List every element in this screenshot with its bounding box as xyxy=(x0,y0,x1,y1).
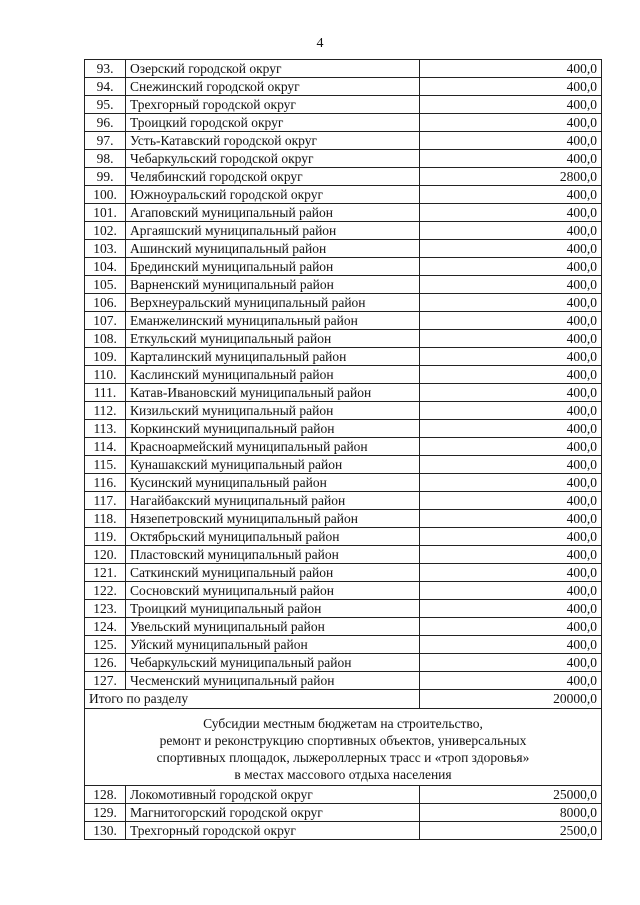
table-row xyxy=(85,438,602,456)
subsidy-table xyxy=(84,59,602,840)
municipality-name: Верхнеуральский муниципальный район xyxy=(126,294,420,312)
subsidy-amount: 400,0 xyxy=(420,330,602,348)
table-row xyxy=(85,240,602,258)
municipality-name: Троицкий городской округ xyxy=(126,114,420,132)
municipality-name: Брединский муниципальный район xyxy=(126,258,420,276)
section-title xyxy=(85,709,602,786)
municipality-name: Каслинский муниципальный район xyxy=(126,366,420,384)
municipality-name: Саткинский муниципальный район xyxy=(126,564,420,582)
row-number: 119. xyxy=(85,528,126,546)
municipality-name: Трехгорный городской округ xyxy=(126,822,420,840)
row-number: 113. xyxy=(85,420,126,438)
municipality-name: Чебаркульский муниципальный район xyxy=(126,654,420,672)
subsidy-amount: 400,0 xyxy=(420,312,602,330)
row-number: 105. xyxy=(85,276,126,294)
subsidy-amount: 400,0 xyxy=(420,438,602,456)
row-number: 112. xyxy=(85,402,126,420)
municipality-name: Пластовский муниципальный район xyxy=(126,546,420,564)
table-row xyxy=(85,672,602,690)
subsidy-amount: 400,0 xyxy=(420,132,602,150)
municipality-name: Варненский муниципальный район xyxy=(126,276,420,294)
row-number: 97. xyxy=(85,132,126,150)
total-section xyxy=(85,690,602,786)
subsidy-amount: 400,0 xyxy=(420,618,602,636)
row-number: 101. xyxy=(85,204,126,222)
row-number: 108. xyxy=(85,330,126,348)
row-number: 109. xyxy=(85,348,126,366)
row-number: 122. xyxy=(85,582,126,600)
municipality-name: Снежинский городской округ xyxy=(126,78,420,96)
table-row xyxy=(85,276,602,294)
section-title-line: в местах массового отдыха населения xyxy=(234,767,452,782)
subsidy-amount: 400,0 xyxy=(420,402,602,420)
table-row xyxy=(85,786,602,804)
subsidy-amount: 400,0 xyxy=(420,186,602,204)
subsidy-amount: 400,0 xyxy=(420,78,602,96)
total-amount: 20000,0 xyxy=(420,690,602,709)
row-number: 127. xyxy=(85,672,126,690)
subsidy-amount: 400,0 xyxy=(420,564,602,582)
subsidy-amount: 400,0 xyxy=(420,60,602,78)
table-row xyxy=(85,96,602,114)
table-row xyxy=(85,222,602,240)
row-number: 99. xyxy=(85,168,126,186)
subsidy-amount: 400,0 xyxy=(420,456,602,474)
row-number: 121. xyxy=(85,564,126,582)
subsidy-amount: 400,0 xyxy=(420,420,602,438)
table-row xyxy=(85,204,602,222)
table-row xyxy=(85,474,602,492)
municipality-name: Озерский городской округ xyxy=(126,60,420,78)
municipality-name: Нязепетровский муниципальный район xyxy=(126,510,420,528)
municipality-name: Троицкий муниципальный район xyxy=(126,600,420,618)
subsidy-amount: 2500,0 xyxy=(420,822,602,840)
row-number: 128. xyxy=(85,786,126,804)
row-number: 118. xyxy=(85,510,126,528)
municipality-name: Трехгорный городской округ xyxy=(126,96,420,114)
subsidy-amount: 400,0 xyxy=(420,582,602,600)
subsidy-amount: 400,0 xyxy=(420,366,602,384)
row-number: 103. xyxy=(85,240,126,258)
municipality-name: Еманжелинский муниципальный район xyxy=(126,312,420,330)
subsidy-amount: 400,0 xyxy=(420,222,602,240)
table-row xyxy=(85,132,602,150)
subsidy-amount: 8000,0 xyxy=(420,804,602,822)
subsidy-amount: 400,0 xyxy=(420,150,602,168)
row-number: 117. xyxy=(85,492,126,510)
municipality-name: Чебаркульский городской округ xyxy=(126,150,420,168)
table-row xyxy=(85,528,602,546)
municipality-name: Уйский муниципальный район xyxy=(126,636,420,654)
subsidy-amount: 400,0 xyxy=(420,114,602,132)
municipality-name: Октябрьский муниципальный район xyxy=(126,528,420,546)
municipality-name: Нагайбакский муниципальный район xyxy=(126,492,420,510)
row-number: 114. xyxy=(85,438,126,456)
subsidy-amount: 400,0 xyxy=(420,492,602,510)
row-number: 106. xyxy=(85,294,126,312)
municipality-name: Магнитогорский городской округ xyxy=(126,804,420,822)
table-row xyxy=(85,114,602,132)
total-row xyxy=(85,690,602,709)
row-number: 130. xyxy=(85,822,126,840)
row-number: 98. xyxy=(85,150,126,168)
subsidy-amount: 400,0 xyxy=(420,276,602,294)
subsidy-amount: 400,0 xyxy=(420,510,602,528)
subsidy-amount: 400,0 xyxy=(420,672,602,690)
row-number: 111. xyxy=(85,384,126,402)
row-number: 107. xyxy=(85,312,126,330)
table-row xyxy=(85,420,602,438)
municipality-name: Усть-Катавский городской округ xyxy=(126,132,420,150)
row-number: 129. xyxy=(85,804,126,822)
row-number: 115. xyxy=(85,456,126,474)
subsidy-amount: 400,0 xyxy=(420,654,602,672)
page-number: 4 xyxy=(316,36,324,51)
table-row xyxy=(85,618,602,636)
municipality-name: Карталинский муниципальный район xyxy=(126,348,420,366)
subsidy-amount: 400,0 xyxy=(420,240,602,258)
table-row xyxy=(85,78,602,96)
subsidy-amount: 25000,0 xyxy=(420,786,602,804)
row-number: 120. xyxy=(85,546,126,564)
table-row xyxy=(85,582,602,600)
row-number: 126. xyxy=(85,654,126,672)
subsidy-amount: 400,0 xyxy=(420,546,602,564)
table-row xyxy=(85,402,602,420)
row-number: 116. xyxy=(85,474,126,492)
municipality-name: Катав-Ивановский муниципальный район xyxy=(126,384,420,402)
municipality-name: Агаповский муниципальный район xyxy=(126,204,420,222)
row-number: 102. xyxy=(85,222,126,240)
table-row xyxy=(85,366,602,384)
subsidy-amount: 400,0 xyxy=(420,294,602,312)
subsidy-amount: 400,0 xyxy=(420,600,602,618)
table-row xyxy=(85,348,602,366)
subsidy-amount: 2800,0 xyxy=(420,168,602,186)
table-row xyxy=(85,330,602,348)
table-row xyxy=(85,636,602,654)
municipality-name: Южноуральский городской округ xyxy=(126,186,420,204)
table-row xyxy=(85,546,602,564)
municipality-name: Челябинский городской округ xyxy=(126,168,420,186)
row-number: 93. xyxy=(85,60,126,78)
table-row xyxy=(85,804,602,822)
table-row xyxy=(85,456,602,474)
municipality-name: Кусинский муниципальный район xyxy=(126,474,420,492)
total-label: Итого по разделу xyxy=(85,690,420,709)
row-number: 125. xyxy=(85,636,126,654)
table-row xyxy=(85,168,602,186)
subsidy-amount: 400,0 xyxy=(420,636,602,654)
subsidy-amount: 400,0 xyxy=(420,348,602,366)
section-title-line: ремонт и реконструкцию спортивных объектов, универсальных xyxy=(159,733,527,748)
table-row xyxy=(85,312,602,330)
section-title-line: спортивных площадок, лыжероллерных трасс и «троп здоровья» xyxy=(156,750,530,765)
subsidy-amount: 400,0 xyxy=(420,96,602,114)
subsidy-amount: 400,0 xyxy=(420,204,602,222)
subsidy-amount: 400,0 xyxy=(420,528,602,546)
table-row xyxy=(85,492,602,510)
municipality-name: Красноармейский муниципальный район xyxy=(126,438,420,456)
municipality-name: Сосновский муниципальный район xyxy=(126,582,420,600)
table-body xyxy=(85,60,602,690)
municipality-name: Кизильский муниципальный район xyxy=(126,402,420,420)
row-number: 110. xyxy=(85,366,126,384)
row-number: 100. xyxy=(85,186,126,204)
municipality-name: Увельский муниципальный район xyxy=(126,618,420,636)
table-body-2 xyxy=(85,786,602,840)
municipality-name: Кунашакский муниципальный район xyxy=(126,456,420,474)
municipality-name: Чесменский муниципальный район xyxy=(126,672,420,690)
table-row xyxy=(85,510,602,528)
table-row xyxy=(85,186,602,204)
table-row xyxy=(85,564,602,582)
subsidy-amount: 400,0 xyxy=(420,258,602,276)
row-number: 124. xyxy=(85,618,126,636)
table-row xyxy=(85,60,602,78)
table-row xyxy=(85,384,602,402)
municipality-name: Локомотивный городской округ xyxy=(126,786,420,804)
section-header-row xyxy=(85,709,602,786)
table-row xyxy=(85,600,602,618)
table-row xyxy=(85,258,602,276)
municipality-name: Еткульский муниципальный район xyxy=(126,330,420,348)
table-row xyxy=(85,822,602,840)
subsidy-amount: 400,0 xyxy=(420,474,602,492)
row-number: 104. xyxy=(85,258,126,276)
row-number: 123. xyxy=(85,600,126,618)
municipality-name: Ашинский муниципальный район xyxy=(126,240,420,258)
row-number: 94. xyxy=(85,78,126,96)
row-number: 95. xyxy=(85,96,126,114)
municipality-name: Аргаяшский муниципальный район xyxy=(126,222,420,240)
municipality-name: Коркинский муниципальный район xyxy=(126,420,420,438)
section-title-line: Субсидии местным бюджетам на строительство, xyxy=(203,716,483,731)
table-row xyxy=(85,294,602,312)
table-row xyxy=(85,654,602,672)
subsidy-amount: 400,0 xyxy=(420,384,602,402)
table-row xyxy=(85,150,602,168)
row-number: 96. xyxy=(85,114,126,132)
